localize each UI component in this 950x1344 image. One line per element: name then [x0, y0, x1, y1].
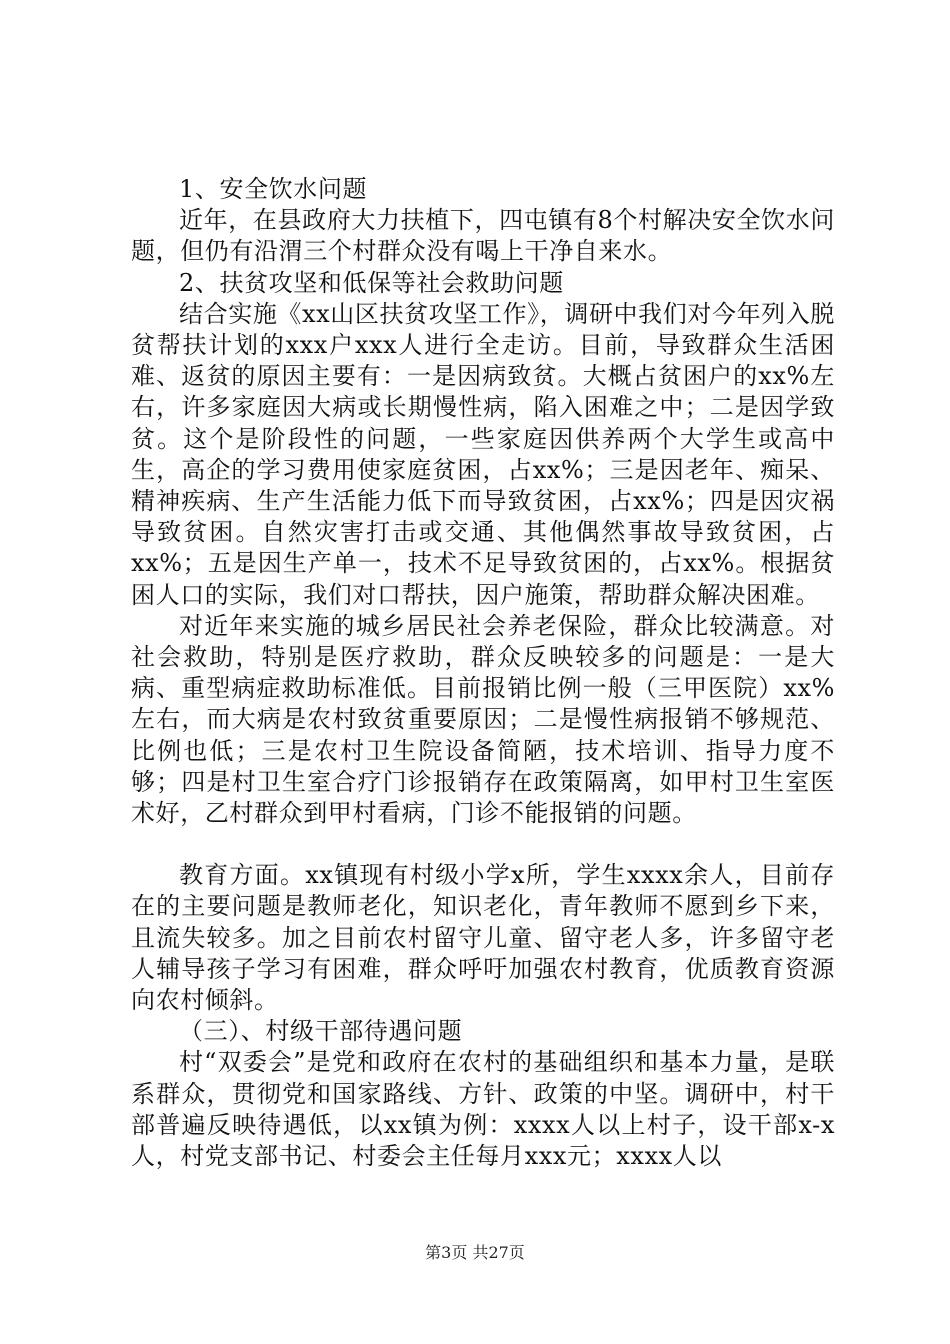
- heading-village-cadre-pay: （三）、村级干部待遇问题: [179, 1017, 463, 1046]
- paragraph-education: 教育方面。xx镇现有村级小学x所，学生xxxx余人，目前存在的主要问题是教师老化，知识老化，青年教师不愿到乡下来，且流失较多。加之目前农村留守儿童、留守老人多，许多留守老人辅导孩子学习有困难，群众呼吁加强农村教育，优质教育资源向农村倾斜。: [131, 861, 835, 1015]
- paragraph-drinking-water: 近年，在县政府大力扶植下，四屯镇有8个村解决安全饮水问题，但仍有沿渭三个村群众没有喝上干净自来水。: [131, 206, 835, 266]
- paragraph-social-assistance: 对近年来实施的城乡居民社会养老保险，群众比较满意。对社会救助，特别是医疗救助，群众反映较多的问题是：一是大病、重型病症救助标准低。目前报销比例一般（三甲医院）xx%左右，而大病是农村致贫重要原因；二是慢性病报销不够规范、比例也低；三是农村卫生院设备简陋，技术培训、指导力度不够；四是村卫生室合疗门诊报销存在政策隔离，如甲村卫生室医术好，乙村群众到甲村看病，门诊不能报销的问题。: [131, 611, 835, 828]
- heading-safe-drinking-water: 1、安全饮水问题: [179, 175, 368, 203]
- heading-poverty-relief: 2、扶贫攻坚和低保等社会救助问题: [179, 268, 564, 297]
- page-number-footer: 第3页 共27页: [425, 1243, 525, 1262]
- paragraph-poverty-causes: 结合实施《xx山区扶贫攻坚工作》，调研中我们对今年列入脱贫帮扶计划的xxx户xxx人进行全走访。目前，导致群众生活困难、返贫的原因主要有：一是因病致贫。大概占贫困户的xx%左右，许多家庭因大病或长期慢性病，陷入困难之中；二是因学致贫。这个是阶段性的问题，一些家庭因供养两个大学生或高中生，高企的学习费用使家庭贫困，占xx%；三是因老年、痴呆、精神疾病、生产生活能力低下而导致贫困，占xx%；四是因灾祸导致贫困。自然灾害打击或交通、其他偶然事故导致贫困，占xx%；五是因生产单一，技术不足导致贫困的，占xx%。根据贫困人口的实际，我们对口帮扶，因户施策，帮助群众解决困难。: [131, 299, 835, 609]
- document-body: [131, 174, 835, 1172]
- paragraph-village-cadre-pay: 村“双委会”是党和政府在农村的基础组织和基本力量，是联系群众，贯彻党和国家路线、方针、政策的中坚。调研中，村干部普遍反映待遇低，以xx镇为例：xxxx人以上村子，设干部x-x人，村党支部书记、村委会主任每月xxx元；xxxx人以: [131, 1048, 835, 1171]
